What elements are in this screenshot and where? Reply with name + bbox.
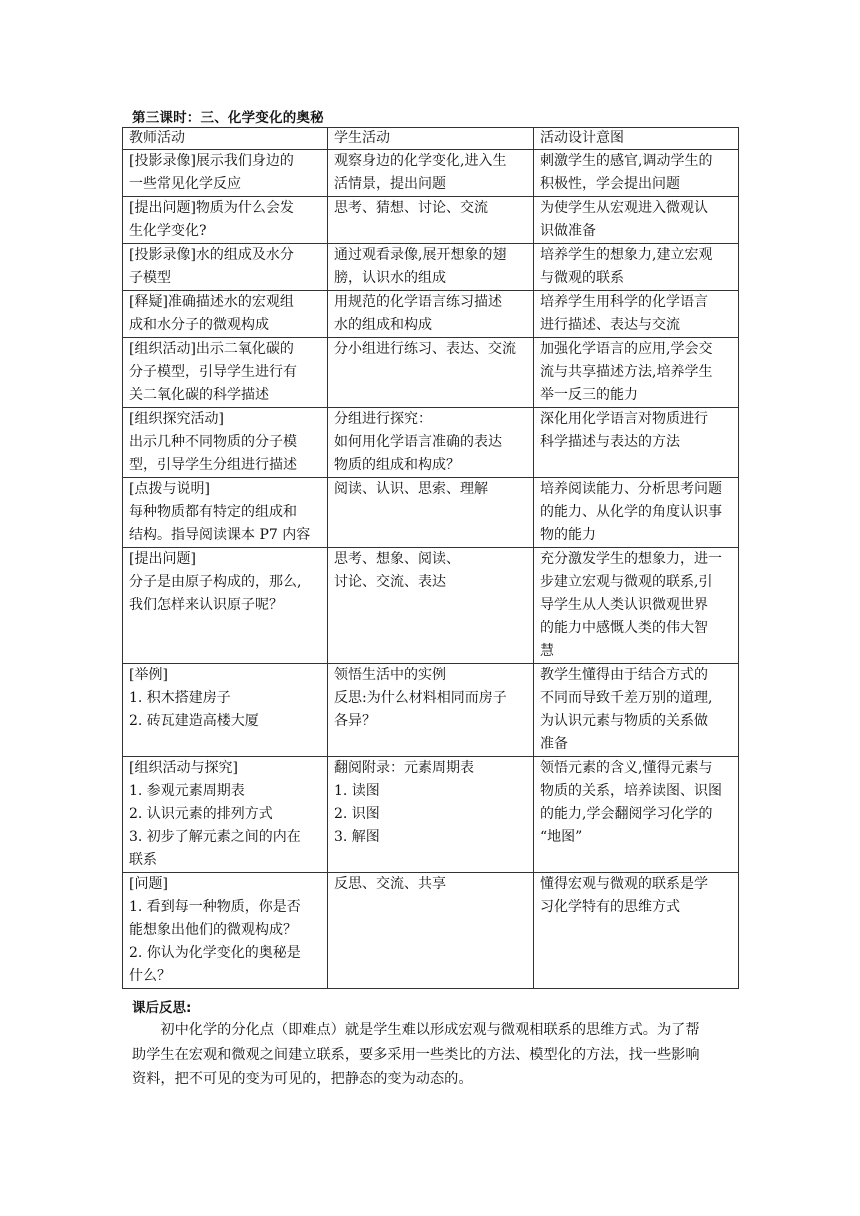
cell-line: 2. 认识元素的排列方式	[129, 806, 273, 822]
table-row	[123, 197, 739, 244]
teacher-activity-cell	[123, 197, 328, 244]
cell-line: 导学生从人类认识微观世界	[540, 597, 708, 613]
table-row	[123, 548, 739, 664]
cell-line: 慧	[540, 643, 554, 659]
cell-line: 3. 解图	[334, 829, 380, 845]
design-intent-cell	[534, 244, 739, 291]
cell-line: 通过观看录像,展开想象的翅	[334, 247, 507, 263]
cell-line: 2. 砖瓦建造高楼大厦	[129, 713, 259, 729]
cell-line: 充分激发学生的想象力，进一	[540, 551, 722, 567]
cell-line: 1. 读图	[334, 783, 380, 799]
cell-line: 各异？	[334, 713, 376, 729]
cell-line: 什么？	[129, 968, 171, 984]
design-intent-cell	[534, 664, 739, 757]
table-header-row	[123, 128, 739, 150]
cell-line: 膀，认识水的组成	[334, 270, 446, 286]
teacher-activity-cell	[123, 244, 328, 291]
table-row	[123, 478, 739, 548]
reflection-title: 课后反思:	[132, 1000, 192, 1016]
cell-line: 每种物质都有特定的组成和	[129, 504, 297, 520]
cell-line: 用规范的化学语言练习描述	[334, 294, 502, 310]
cell-line: 能想象出他们的微观构成？	[129, 922, 297, 938]
cell-line: 反思、交流、共享	[334, 876, 446, 892]
cell-line: 培养学生用科学的化学语言	[540, 294, 708, 310]
header-teacher-activity: 教师活动	[123, 128, 328, 150]
cell-line: 分组进行探究：	[334, 411, 432, 427]
teacher-activity-cell	[123, 664, 328, 757]
cell-line: 识做准备	[540, 223, 596, 239]
reflection-body	[132, 1018, 736, 1092]
design-intent-cell	[534, 548, 739, 664]
cell-line: 1. 积木搭建房子	[129, 690, 231, 706]
design-intent-cell	[534, 873, 739, 989]
cell-line: 2. 你认为化学变化的奥秘是	[129, 945, 301, 961]
teacher-activity-cell	[123, 338, 328, 408]
student-activity-cell	[328, 757, 534, 873]
cell-line: [投影录像]水的组成及水分	[129, 247, 294, 263]
cell-line: 物质的组成和构成？	[334, 457, 460, 473]
header-design-intent: 活动设计意图	[534, 128, 739, 150]
table-row	[123, 757, 739, 873]
cell-line: 进行描述、表达与交流	[540, 317, 680, 333]
cell-line: 1. 参观元素周期表	[129, 783, 245, 799]
cell-line: 为认识元素与物质的关系做	[540, 713, 708, 729]
cell-line: 3. 初步了解元素之间的内在	[129, 829, 301, 845]
cell-line: 出示几种不同物质的分子模	[129, 434, 297, 450]
cell-line: 子模型	[129, 270, 171, 286]
cell-line: 积极性，学会提出问题	[540, 176, 680, 192]
cell-line: 的能力中感慨人类的伟大智	[540, 620, 708, 636]
design-intent-cell	[534, 338, 739, 408]
cell-line: 结构。指导阅读课本 P7 内容	[129, 527, 311, 543]
cell-line: [提出问题]物质为什么会发	[129, 200, 294, 216]
cell-line: 物的能力	[540, 527, 596, 543]
cell-line: 举一反三的能力	[540, 387, 638, 403]
cell-line: 一些常见化学反应	[129, 176, 241, 192]
design-intent-cell	[534, 408, 739, 478]
student-activity-cell	[328, 197, 534, 244]
cell-line: 的能力、从化学的角度认识事	[540, 504, 722, 520]
cell-line: 生化学变化?	[129, 223, 207, 239]
cell-line: 型，引导学生分组进行描述	[129, 457, 297, 473]
reflection-line: 资料，把不可见的变为可见的，把静态的变为动态的。	[132, 1071, 473, 1087]
cell-line: 习化学特有的思维方式	[540, 899, 680, 915]
teacher-activity-cell	[123, 150, 328, 197]
cell-line: “地图”	[540, 829, 583, 845]
cell-line: 2. 识图	[334, 806, 380, 822]
student-activity-cell	[328, 664, 534, 757]
cell-line: [点拨与说明]	[129, 481, 210, 497]
cell-line: 不同而导致千差万别的道理,	[540, 690, 713, 706]
cell-line: 培养阅读能力、分析思考问题	[540, 481, 722, 497]
cell-line: 活情景，提出问题	[334, 176, 446, 192]
cell-line: 观察身边的化学变化,进入生	[334, 153, 507, 169]
student-activity-cell	[328, 548, 534, 664]
design-intent-cell	[534, 291, 739, 338]
teacher-activity-cell	[123, 873, 328, 989]
cell-line: 如何用化学语言准确的表达	[334, 434, 502, 450]
cell-line: 加强化学语言的应用,学会交	[540, 341, 713, 357]
cell-line: 深化用化学语言对物质进行	[540, 411, 708, 427]
header-student-activity: 学生活动	[328, 128, 534, 150]
cell-line: 成和水分子的微观构成	[129, 317, 269, 333]
teacher-activity-cell	[123, 408, 328, 478]
cell-line: 懂得宏观与微观的联系是学	[540, 876, 708, 892]
reflection-line: 助学生在宏观和微观之间建立联系，要多采用一些类比的方法、模型化的方法，找一些影响	[132, 1046, 700, 1063]
cell-line: 教学生懂得由于结合方式的	[540, 667, 708, 683]
cell-line: 准备	[540, 736, 568, 752]
cell-line: [提出问题]	[129, 551, 196, 567]
student-activity-cell	[328, 291, 534, 338]
student-activity-cell	[328, 244, 534, 291]
cell-line: 为使学生从宏观进入微观认	[540, 200, 708, 216]
design-intent-cell	[534, 757, 739, 873]
cell-line: 1. 看到每一种物质，你是否	[129, 899, 301, 915]
cell-line: [投影录像]展示我们身边的	[129, 153, 294, 169]
cell-line: 我们怎样来认识原子呢？	[129, 597, 283, 613]
cell-line: [组织探究活动]	[129, 411, 224, 427]
cell-line: 的能力,学会翻阅学习化学的	[540, 806, 713, 822]
student-activity-cell	[328, 873, 534, 989]
table-row	[123, 664, 739, 757]
design-intent-cell	[534, 197, 739, 244]
cell-line: [举例]	[129, 667, 168, 683]
cell-line: 领悟生活中的实例	[334, 667, 446, 683]
table-body	[123, 150, 739, 989]
cell-line: 分小组进行练习、表达、交流	[334, 341, 516, 357]
table-row	[123, 291, 739, 338]
student-activity-cell	[328, 150, 534, 197]
teacher-activity-cell	[123, 548, 328, 664]
student-activity-cell	[328, 478, 534, 548]
cell-line: 思考、猜想、讨论、交流	[334, 200, 488, 216]
cell-line: [组织活动与探究]	[129, 760, 238, 776]
teacher-activity-cell	[123, 478, 328, 548]
cell-line: 与微观的联系	[540, 270, 624, 286]
cell-line: 流与共享描述方法,培养学生	[540, 364, 713, 380]
cell-line: 领悟元素的含义,懂得元素与	[540, 760, 713, 776]
cell-line: 培养学生的想象力,建立宏观	[540, 247, 713, 263]
cell-line: 水的组成和构成	[334, 317, 432, 333]
cell-line: 物质的关系，培养读图、识图	[540, 783, 722, 799]
cell-line: 科学描述与表达的方法	[540, 434, 680, 450]
cell-line: [问题]	[129, 876, 168, 892]
cell-line: 关二氧化碳的科学描述	[129, 387, 269, 403]
table-row	[123, 244, 739, 291]
cell-line: 联系	[129, 852, 157, 868]
cell-line: 步建立宏观与微观的联系,引	[540, 574, 713, 590]
reflection-line: 初中化学的分化点（即难点）就是学生难以形成宏观与微观相联系的思维方式。为了帮	[132, 1022, 700, 1038]
cell-line: 刺激学生的感官,调动学生的	[540, 153, 713, 169]
teacher-activity-cell	[123, 757, 328, 873]
table-row	[123, 150, 739, 197]
cell-line: [释疑]准确描述水的宏观组	[129, 294, 294, 310]
table-row	[123, 338, 739, 408]
cell-line: 思考、想象、阅读、	[334, 551, 460, 567]
lesson-plan-table	[122, 127, 739, 989]
student-activity-cell	[328, 338, 534, 408]
page-title: 第三课时：三、化学变化的奥秘	[132, 110, 324, 126]
teacher-activity-cell	[123, 291, 328, 338]
design-intent-cell	[534, 150, 739, 197]
cell-line: 反思:为什么材料相同而房子	[334, 690, 507, 706]
cell-line: 讨论、交流、表达	[334, 574, 446, 590]
cell-line: 阅读、认识、思索、理解	[334, 481, 488, 497]
table-row	[123, 873, 739, 989]
cell-line: 分子模型，引导学生进行有	[129, 364, 297, 380]
table-row	[123, 408, 739, 478]
cell-line: 分子是由原子构成的，那么,	[129, 574, 302, 590]
cell-line: [组织活动]出示二氧化碳的	[129, 341, 294, 357]
student-activity-cell	[328, 408, 534, 478]
design-intent-cell	[534, 478, 739, 548]
cell-line: 翻阅附录：元素周期表	[334, 760, 474, 776]
